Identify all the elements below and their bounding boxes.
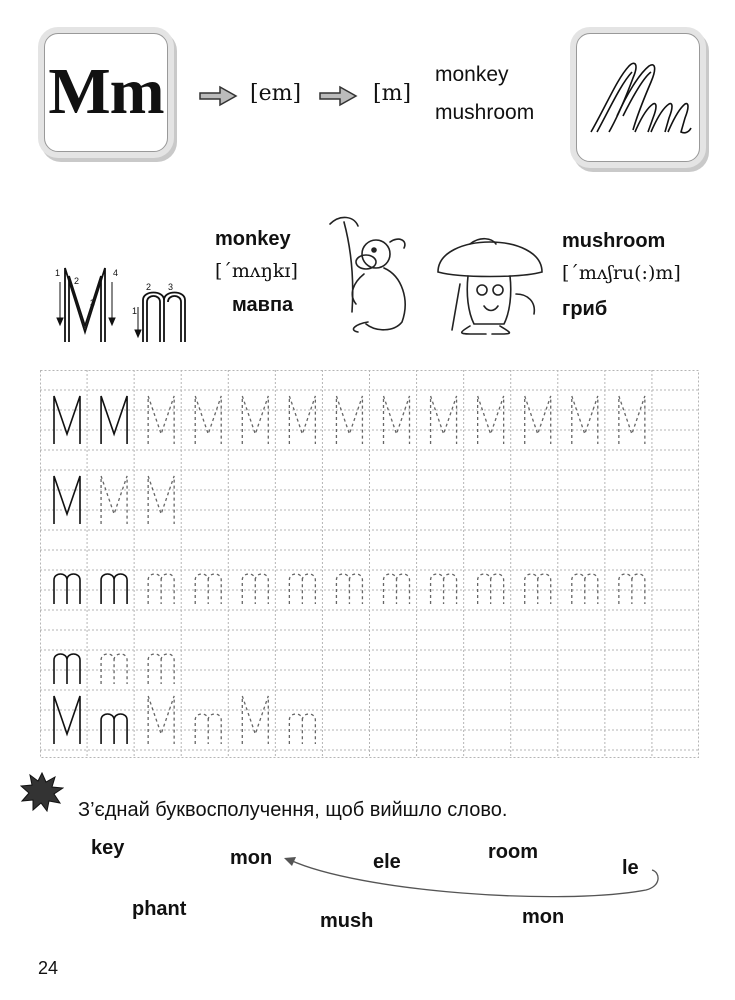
tracing-letter-solid [54, 476, 80, 524]
task-instruction: З’єднай буквосполучення, щоб вийшло слово. [78, 799, 508, 821]
example-connection-arrow [280, 848, 670, 908]
arrow-right-icon [198, 84, 238, 108]
tracing-letter-dotted [242, 696, 268, 744]
vocab-transcription-monkey: [ˊmʌŋkɪ] [215, 260, 298, 282]
tracing-letter-dotted [525, 574, 551, 604]
stroke-number: 2 [74, 276, 80, 286]
letter-card-script [576, 33, 700, 162]
tracing-letter-solid [54, 696, 80, 744]
tracing-letter-dotted [619, 396, 645, 444]
tracing-letter-solid [54, 654, 80, 684]
tracing-letter-solid [54, 574, 80, 604]
tracing-letter-dotted [572, 396, 598, 444]
tracing-letter-dotted [336, 396, 362, 444]
transcription-sound: [m] [373, 81, 412, 106]
tracing-letter-solid [101, 396, 127, 444]
stroke-number: 3 [168, 282, 174, 292]
stroke-number: 4 [113, 268, 119, 278]
tracing-letter-dotted [431, 574, 457, 604]
tracing-letter-dotted [195, 574, 221, 604]
letter-card-print [44, 33, 168, 152]
fragment-mon[interactable]: mon [230, 847, 273, 869]
tracing-letter-dotted [148, 696, 174, 744]
tracing-letter-dotted [572, 574, 598, 604]
stroke-number: 2 [146, 282, 152, 292]
star-burst-icon [20, 772, 64, 812]
tracing-letter-dotted [336, 574, 362, 604]
stroke-number: 3 [90, 298, 96, 308]
transcription-name: [em] [250, 81, 302, 106]
tracing-letter-dotted [478, 396, 504, 444]
script-letter-pair-image [577, 34, 699, 161]
vocab-word-monkey: monkey [215, 228, 291, 250]
tracing-letter-solid [101, 714, 127, 744]
vocab-word-mushroom: mushroom [562, 230, 666, 252]
tracing-letter-solid [54, 396, 80, 444]
header-word-mushroom: mushroom [435, 101, 535, 124]
tracing-letter-dotted [195, 396, 221, 444]
tracing-letter-dotted [431, 396, 457, 444]
fragment-key[interactable]: key [91, 837, 125, 859]
tracing-letter-dotted [384, 396, 410, 444]
fragment-phant[interactable]: phant [132, 898, 187, 920]
tracing-letter-dotted [289, 396, 315, 444]
tracing-letter-dotted [148, 476, 174, 524]
fragment-ele[interactable]: ele [373, 851, 401, 873]
tracing-letter-solid [101, 574, 127, 604]
tracing-letter-dotted [148, 396, 174, 444]
tracing-letter-dotted [289, 574, 315, 604]
monkey-illustration [318, 212, 418, 337]
tracing-letter-dotted [242, 574, 268, 604]
tracing-letter-dotted [478, 574, 504, 604]
tracing-letter-dotted [242, 396, 268, 444]
tracing-letter-dotted [148, 574, 174, 604]
stroke-number: 1 [55, 268, 61, 278]
letter-pair-print: Mm [48, 55, 164, 128]
fragment-le[interactable]: le [622, 857, 639, 879]
vocab-translation-monkey: мавпа [232, 294, 294, 316]
fragment-mon[interactable]: mon [522, 906, 565, 928]
vocab-transcription-mushroom: [ˊmʌʃru(:)m] [562, 262, 681, 284]
tracing-letter-dotted [195, 714, 221, 744]
tracing-letter-dotted [289, 714, 315, 744]
tracing-letter-dotted [101, 476, 127, 524]
tracing-letter-dotted [101, 654, 127, 684]
fragment-mush[interactable]: mush [320, 910, 374, 932]
arrow-right-icon [318, 84, 358, 108]
vocab-translation-mushroom: гриб [562, 298, 608, 320]
tracing-letter-dotted [384, 574, 410, 604]
mushroom-illustration [430, 214, 550, 336]
header-word-monkey: monkey [435, 63, 509, 86]
stroke-order-letters [50, 262, 190, 352]
page-number: 24 [38, 958, 59, 978]
handwriting-practice-grid [40, 370, 699, 758]
tracing-letter-dotted [619, 574, 645, 604]
stroke-number: 1 [132, 306, 138, 316]
tracing-letter-dotted [525, 396, 551, 444]
fragment-room[interactable]: room [488, 841, 538, 863]
tracing-letter-dotted [148, 654, 174, 684]
